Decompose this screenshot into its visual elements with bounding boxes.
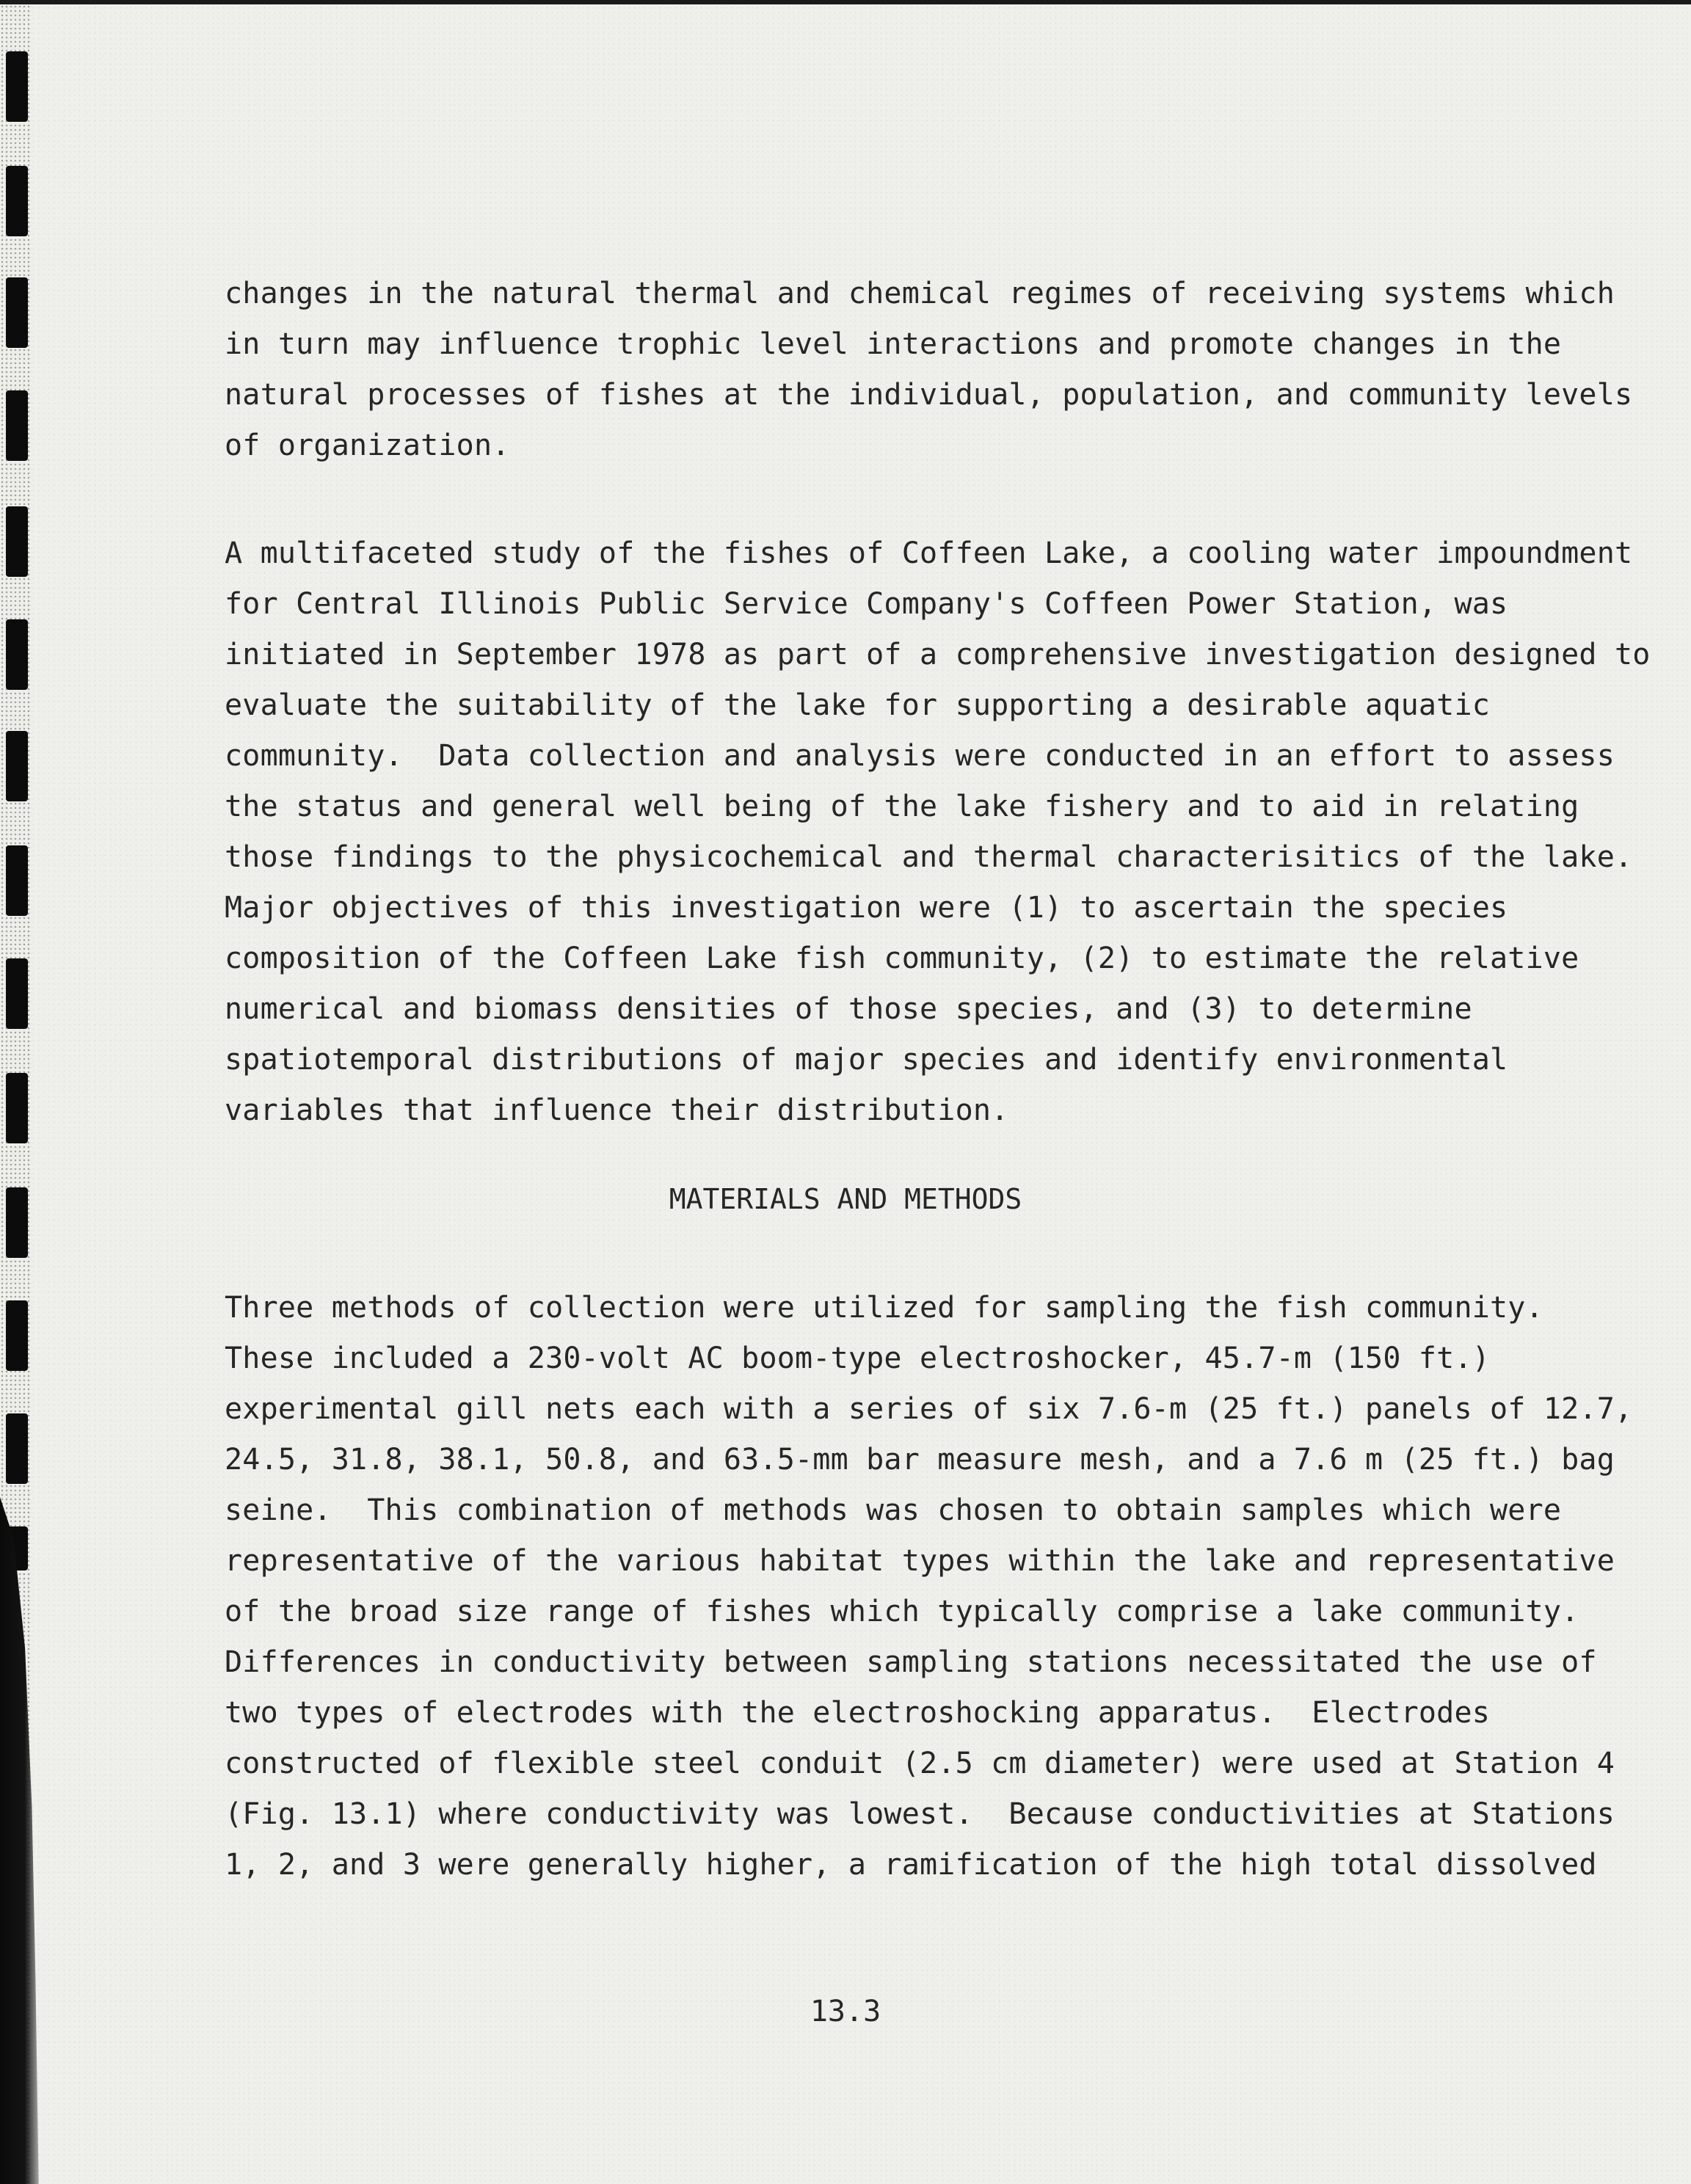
text-line: Major objectives of this investigation were (1) to ascertain the species <box>225 891 1508 925</box>
text-line: seine. This combination of methods was chosen to obtain samples which were <box>225 1493 1562 1527</box>
text-line: those findings to the physicochemical and thermal characterisitics of the lake. <box>225 840 1633 874</box>
text-line: Three methods of collection were utilized for sampling the fish community. <box>225 1291 1543 1325</box>
punch-hole-mark <box>6 958 28 1029</box>
text-line: changes in the natural thermal and chemical regimes of receiving systems which <box>225 277 1615 310</box>
text-line: 1, 2, and 3 were generally higher, a ramification of the high total dissolved <box>225 1848 1597 1882</box>
text-line: the status and general well being of the lake fishery and to aid in relating <box>225 790 1579 823</box>
text-line: 24.5, 31.8, 38.1, 50.8, and 63.5-mm bar measure mesh, and a 7.6 m (25 ft.) bag <box>225 1443 1615 1477</box>
text-line: two types of electrodes with the electroshocking apparatus. Electrodes <box>225 1696 1491 1730</box>
punch-hole-mark <box>6 277 28 348</box>
punch-hole-mark <box>6 51 28 122</box>
text-line: evaluate the suitability of the lake for supporting a desirable aquatic <box>225 688 1491 722</box>
text-line: constructed of flexible steel conduit (2.5 cm diameter) were used at Station 4 <box>225 1747 1615 1780</box>
paragraph-continuation <box>225 269 1633 471</box>
paragraph-study <box>225 528 1651 1136</box>
punch-hole-mark <box>6 731 28 801</box>
punch-hole-mark <box>6 1300 28 1371</box>
text-line: in turn may influence trophic level interactions and promote changes in the <box>225 327 1562 361</box>
text-line: of organization. <box>225 429 510 462</box>
punch-hole-mark <box>6 506 28 577</box>
text-line: of the broad size range of fishes which typically comprise a lake community. <box>225 1595 1579 1628</box>
page-number: 13.3 <box>810 1995 881 2028</box>
paragraph-methods <box>225 1283 1633 1890</box>
text-line: A multifaceted study of the fishes of Coffeen Lake, a cooling water impoundment <box>225 536 1633 570</box>
text-line: spatiotemporal distributions of major species and identify environmental <box>225 1043 1508 1077</box>
text-line: (Fig. 13.1) where conductivity was lowest. Because conductivities at Stations <box>225 1797 1615 1831</box>
text-line: initiated in September 1978 as part of a comprehensive investigation designed to <box>225 638 1651 671</box>
text-line: composition of the Coffeen Lake fish community, (2) to estimate the relative <box>225 942 1579 975</box>
top-edge-shadow <box>0 0 1691 4</box>
punch-hole-mark <box>6 166 28 236</box>
punch-hole-mark <box>6 619 28 690</box>
text-line: natural processes of fishes at the individual, population, and community levels <box>225 378 1633 412</box>
text-line: community. Data collection and analysis were conducted in an effort to assess <box>225 739 1615 773</box>
text-line: for Central Illinois Public Service Company's Coffeen Power Station, was <box>225 587 1508 621</box>
text-line: These included a 230-volt AC boom-type electroshocker, 45.7-m (150 ft.) <box>225 1342 1491 1375</box>
punch-hole-mark <box>6 1073 28 1143</box>
text-line: representative of the various habitat types within the lake and representative <box>225 1544 1615 1578</box>
text-line: variables that influence their distribution. <box>225 1093 1009 1127</box>
text-line: Differences in conductivity between sampling stations necessitated the use of <box>225 1645 1597 1679</box>
section-heading: MATERIALS AND METHODS <box>669 1183 1022 1215</box>
punch-hole-mark <box>6 845 28 916</box>
text-line: experimental gill nets each with a series of six 7.6-m (25 ft.) panels of 12.7, <box>225 1392 1633 1426</box>
punch-hole-mark <box>6 390 28 461</box>
punch-hole-mark <box>6 1413 28 1484</box>
text-line: numerical and biomass densities of those species, and (3) to determine <box>225 992 1472 1026</box>
